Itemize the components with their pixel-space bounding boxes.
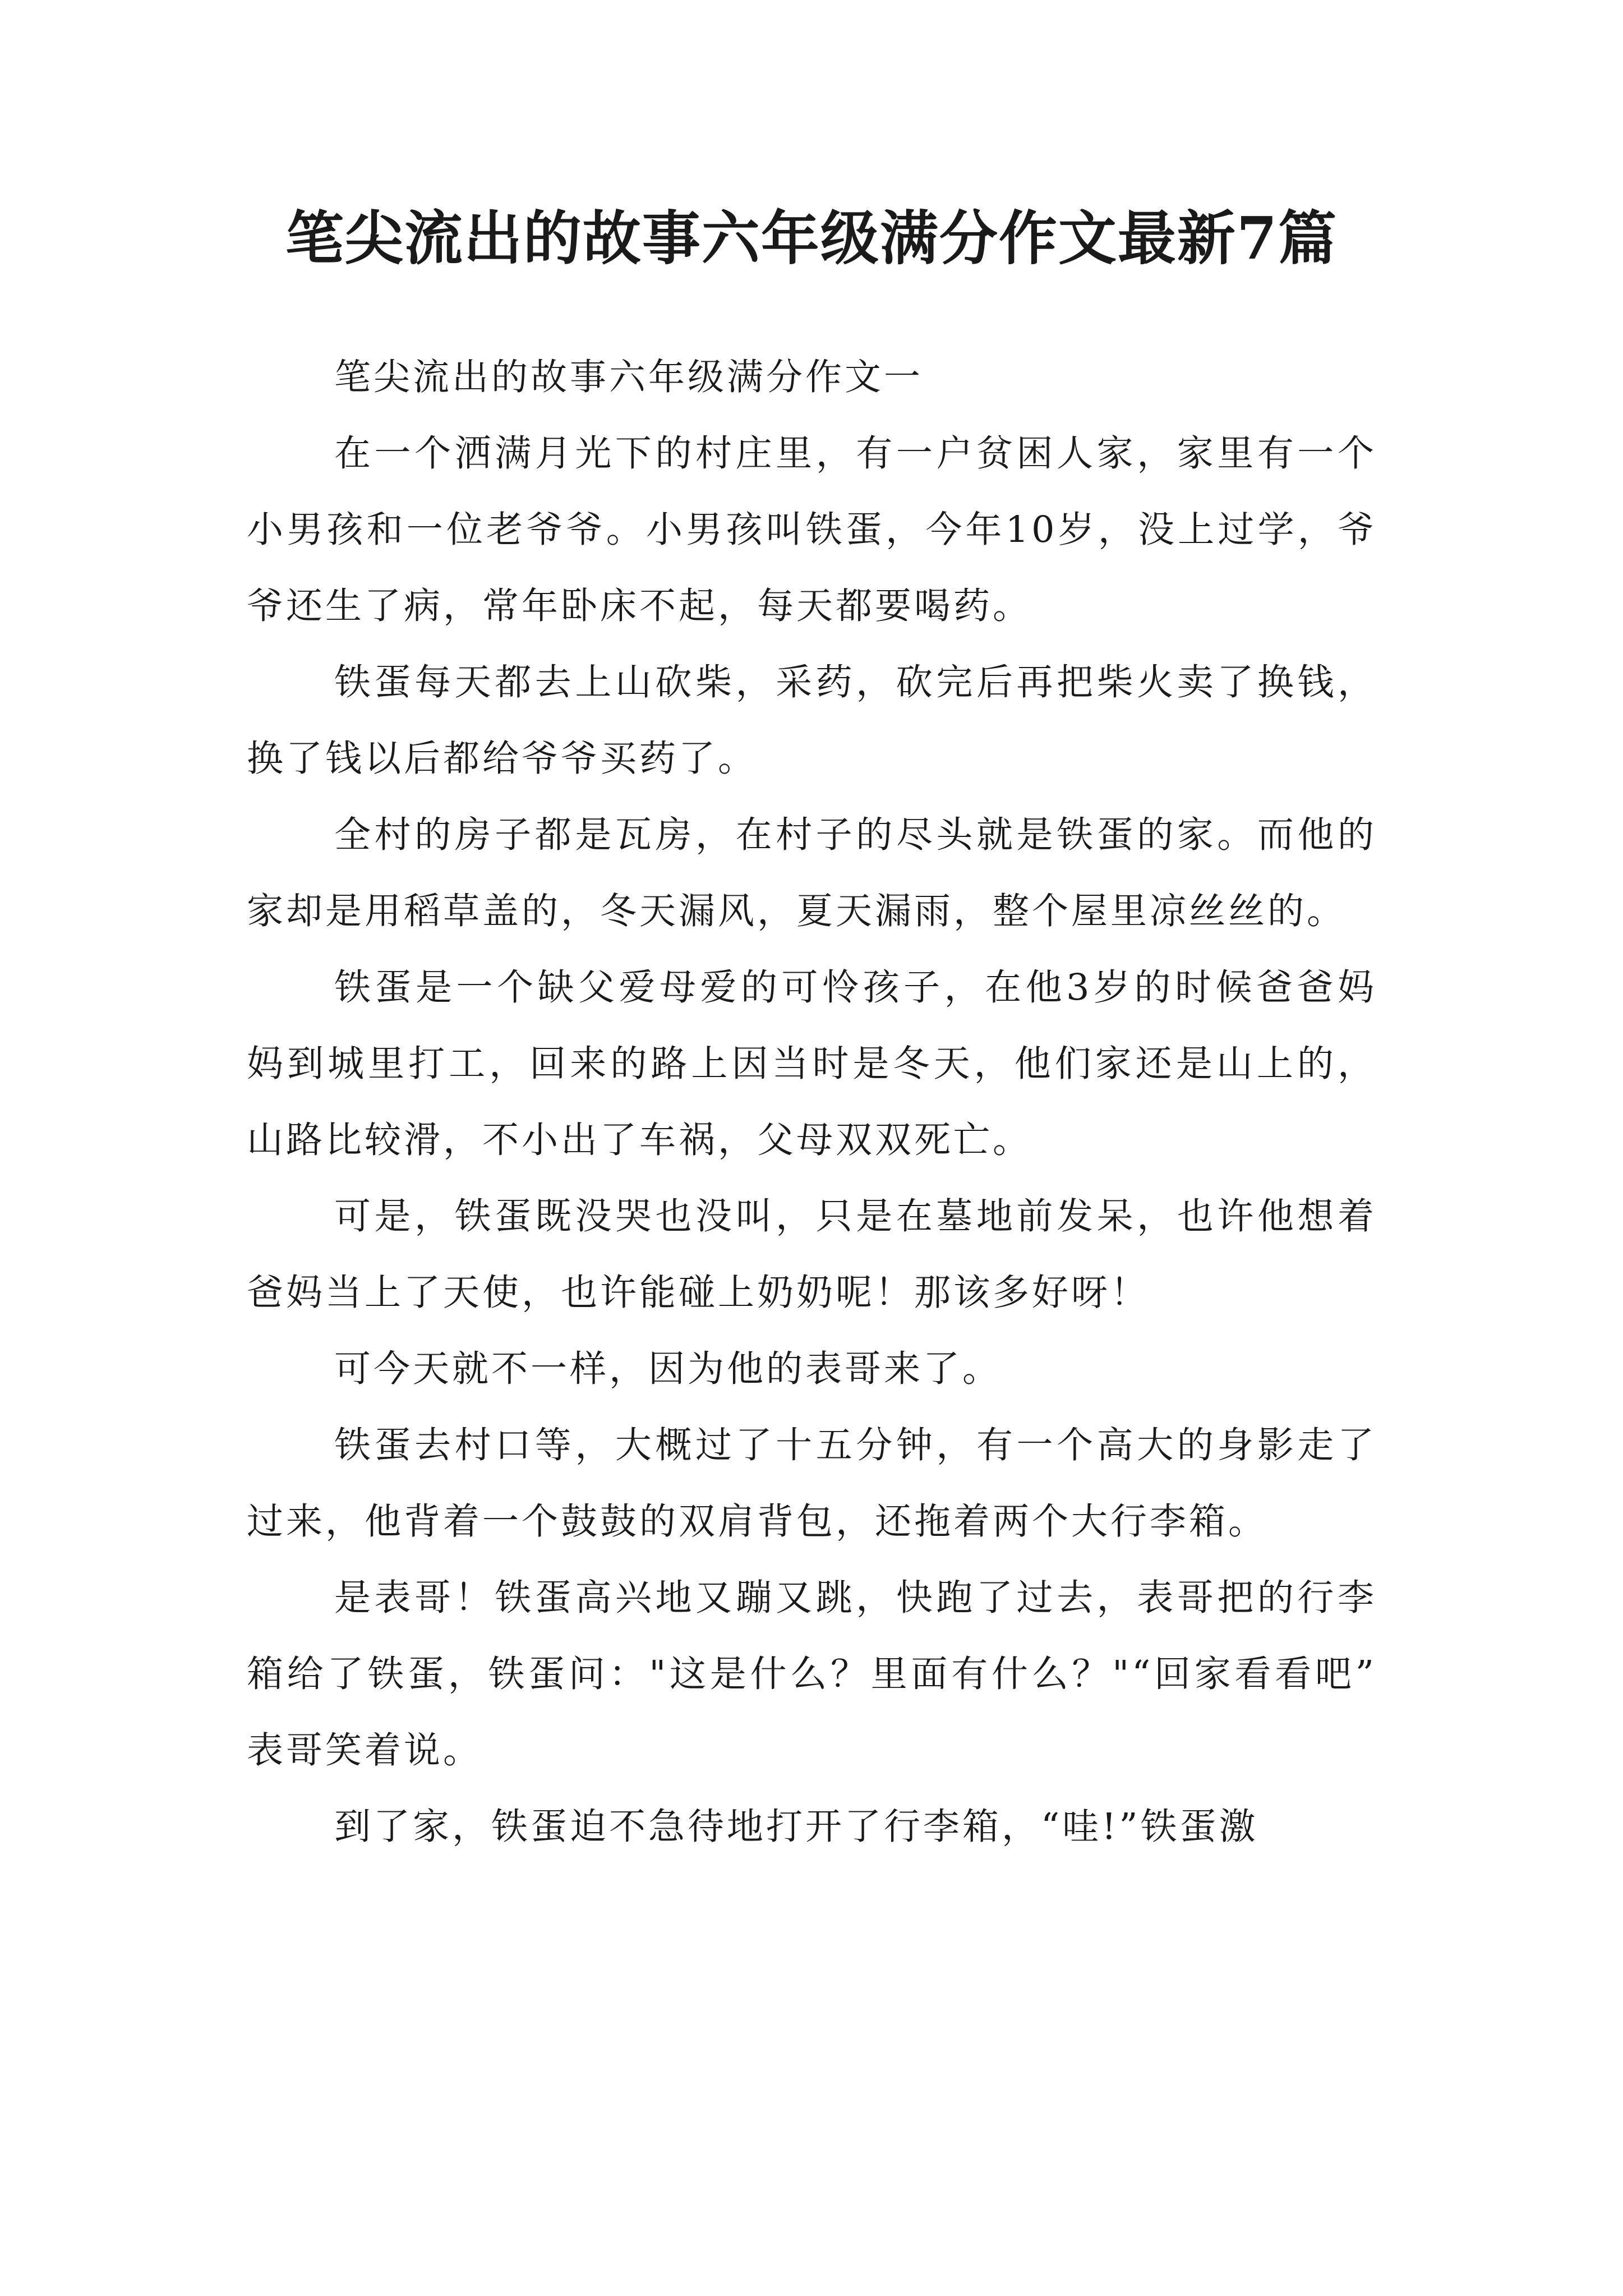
body-paragraph: 到了家，铁蛋迫不急待地打开了行李箱，“哇!”铁蛋激 (334, 1806, 1258, 1848)
body-paragraph: 全村的房子都是瓦房，在村子的尽头就是铁蛋的家。而他的家却是用稻草盖的，冬天漏风，夏天漏雨，整个屋里凉丝丝的。 (247, 814, 1377, 932)
document-title: 笔尖流出的故事六年级满分作文最新7篇 (285, 204, 1338, 273)
body-paragraph: 是表哥！铁蛋高兴地又蹦又跳，快跑了过去，表哥把的行李箱给了铁蛋，铁蛋问："这是什么？里面有什么？"“回家看看吧”表哥笑着说。 (247, 1577, 1377, 1772)
body-paragraph: 可今天就不一样，因为他的表哥来了。 (334, 1348, 1002, 1390)
body-paragraph: 可是，铁蛋既没哭也没叫，只是在墓地前发呆，也许他想着爸妈当上了天使，也许能碰上奶奶呢！那该多好呀！ (247, 1195, 1377, 1314)
body-paragraph: 铁蛋每天都去上山砍柴，采药，砍完后再把柴火卖了换钱，换了钱以后都给爷爷买药了。 (247, 661, 1377, 780)
body-paragraph: 在一个洒满月光下的村庄里，有一户贫困人家，家里有一个小男孩和一位老爷爷。小男孩叫铁蛋，今年10岁，没上过学，爷爷还生了病，常年卧床不起，每天都要喝药。 (247, 432, 1377, 627)
section-heading: 笔尖流出的故事六年级满分作文一 (334, 356, 924, 398)
document-body (247, 339, 1377, 1865)
body-paragraph: 铁蛋是一个缺父爱母爱的可怜孩子，在他3岁的时候爸爸妈妈到城里打工，回来的路上因当时是冬天，他们家还是山上的，山路比较滑，不小出了车祸，父母双双死亡。 (247, 967, 1377, 1161)
body-paragraph: 铁蛋去村口等，大概过了十五分钟，有一个高大的身影走了过来，他背着一个鼓鼓的双肩背包，还拖着两个大行李箱。 (247, 1424, 1377, 1543)
